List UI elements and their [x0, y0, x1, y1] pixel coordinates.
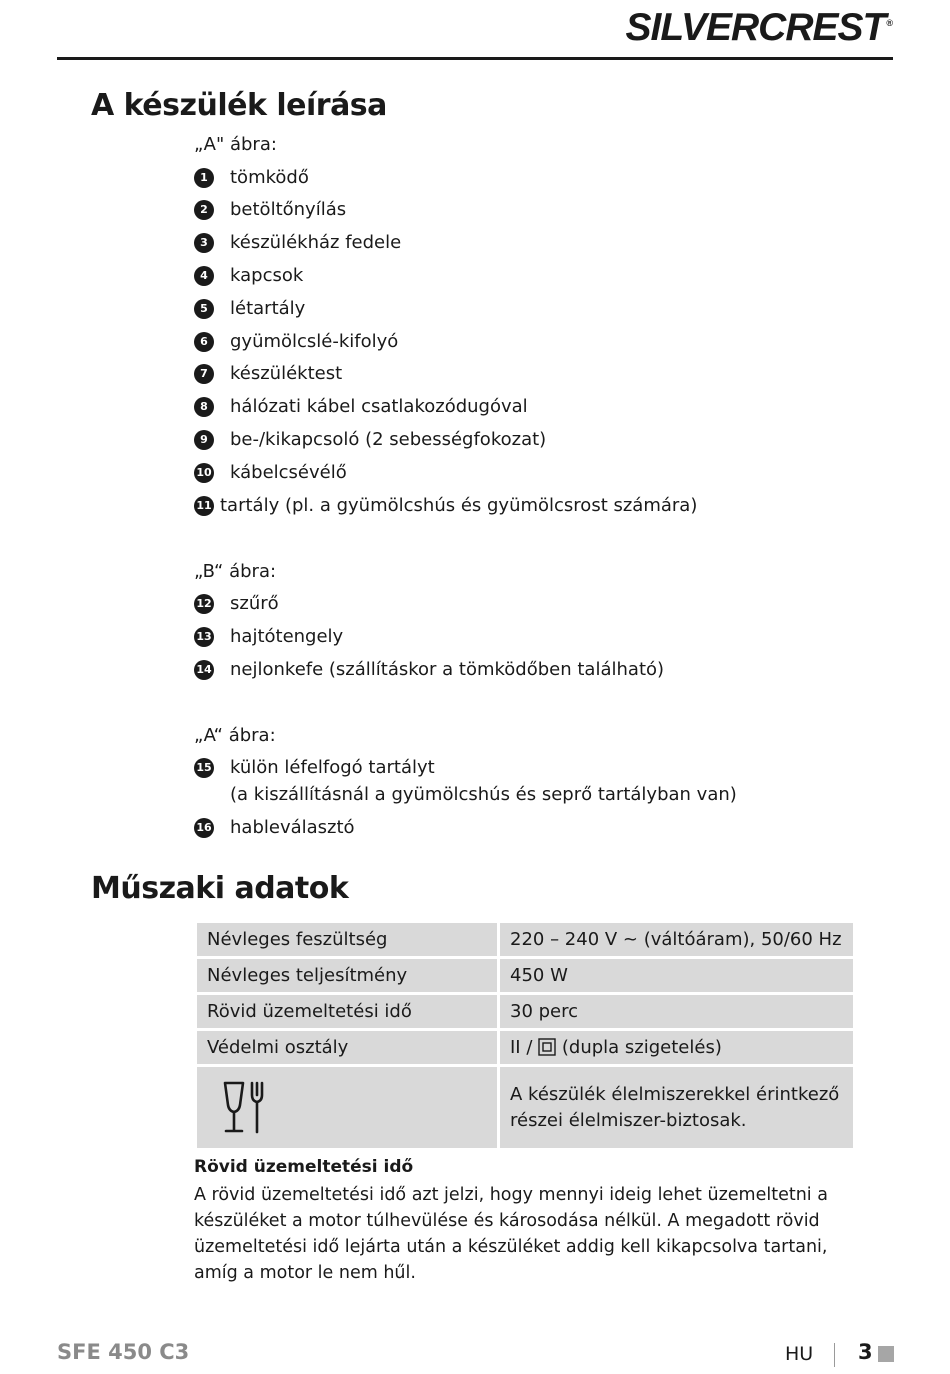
spec-value: A készülék élelmiszerekkel érintkező részei élelmiszer-biztosak. — [499, 1066, 855, 1150]
note-title: Rövid üzemeltetési idő — [194, 1157, 414, 1177]
item-number-badge: 2 — [194, 200, 214, 220]
footer-divider — [834, 1343, 835, 1367]
spec-value: 220 – 240 V ~ (váltóáram), 50/60 Hz — [499, 922, 855, 958]
item-number-badge: 3 — [194, 233, 214, 253]
figure-caption-a: „A" ábra: — [194, 134, 277, 155]
note-body: A rövid üzemeltetési idő azt jelzi, hogy mennyi ideig lehet üzemeltetni a készüléket a motor túlhevülése és károsodása nélkül. A megadott rövid üzemeltetési idő lejárta után a készüléket addig kell kikapcsolva tartani, amíg a motor le nem hűl. — [194, 1185, 828, 1283]
spec-label: Névleges teljesítmény — [196, 958, 499, 994]
table-row — [196, 958, 855, 994]
spec-label: Névleges feszültség — [196, 922, 499, 958]
list-item: 5 létartály — [194, 298, 305, 319]
list-item-continuation: (a kiszállításnál a gyümölcshús és seprő tartályban van) — [230, 784, 737, 805]
double-insulation-icon — [538, 1038, 556, 1056]
section-title-specs: Műszaki adatok — [91, 871, 349, 906]
table-row — [196, 1066, 855, 1150]
list-item: 2 betöltőnyílás — [194, 199, 346, 220]
item-number-badge: 8 — [194, 397, 214, 417]
footer-model: SFE 450 C3 — [57, 1340, 190, 1364]
list-item: 15 külön léfelfogó tartályt — [194, 757, 435, 778]
page-number: 3 — [858, 1340, 873, 1364]
list-item: 1 tömködő — [194, 167, 309, 188]
spec-label: Rövid üzemeltetési idő — [196, 994, 499, 1030]
list-item: 10 kábelcsévélő — [194, 462, 347, 483]
item-number-badge: 9 — [194, 430, 214, 450]
table-row — [196, 994, 855, 1030]
brand-logo: SILVERCREST® — [625, 6, 892, 49]
food-safe-glass-fork-icon — [221, 1081, 271, 1135]
item-number-badge: 7 — [194, 364, 214, 384]
footer-language: HU — [785, 1343, 814, 1365]
list-item: 8 hálózati kábel csatlakozódugóval — [194, 396, 528, 417]
spec-label: Védelmi osztály — [196, 1030, 499, 1066]
item-number-badge: 14 — [194, 660, 214, 680]
list-item: 9 be-/kikapcsoló (2 sebességfokozat) — [194, 429, 546, 450]
spec-value: 30 perc — [499, 994, 855, 1030]
item-number-badge: 13 — [194, 627, 214, 647]
list-item: 12 szűrő — [194, 593, 279, 614]
list-item: 6 gyümölcslé-kifolyó — [194, 331, 398, 352]
list-item: 7 készüléktest — [194, 363, 342, 384]
spec-icon-cell — [196, 1066, 499, 1150]
item-number-badge: 6 — [194, 332, 214, 352]
section-title-description: A készülék leírása — [91, 88, 387, 123]
figure-caption-b: „B“ ábra: — [194, 561, 277, 582]
item-number-badge: 4 — [194, 266, 214, 286]
spec-value: 450 W — [499, 958, 855, 994]
item-number-badge: 12 — [194, 594, 214, 614]
list-item: 4 kapcsok — [194, 265, 303, 286]
item-number-badge: 16 — [194, 818, 214, 838]
item-number-badge: 1 — [194, 168, 214, 188]
footer-square-mark — [878, 1346, 894, 1362]
list-item: 3 készülékház fedele — [194, 232, 401, 253]
table-row — [196, 922, 855, 958]
table-row — [196, 1030, 855, 1066]
header-rule — [57, 57, 893, 60]
item-number-badge: 11 — [194, 496, 214, 516]
item-number-badge: 15 — [194, 758, 214, 778]
list-item: 14 nejlonkefe (szállításkor a tömködőben található) — [194, 659, 664, 680]
item-number-badge: 10 — [194, 463, 214, 483]
list-item: 13 hajtótengely — [194, 626, 343, 647]
figure-caption-a-second: „A“ ábra: — [194, 725, 276, 746]
specs-table — [194, 920, 856, 1151]
list-item: 16 hableválasztó — [194, 817, 355, 838]
list-item: 11 tartály (pl. a gyümölcshús és gyümölcsrost számára) — [194, 495, 697, 516]
spec-value: II / (dupla szigetelés) — [499, 1030, 855, 1066]
item-number-badge: 5 — [194, 299, 214, 319]
